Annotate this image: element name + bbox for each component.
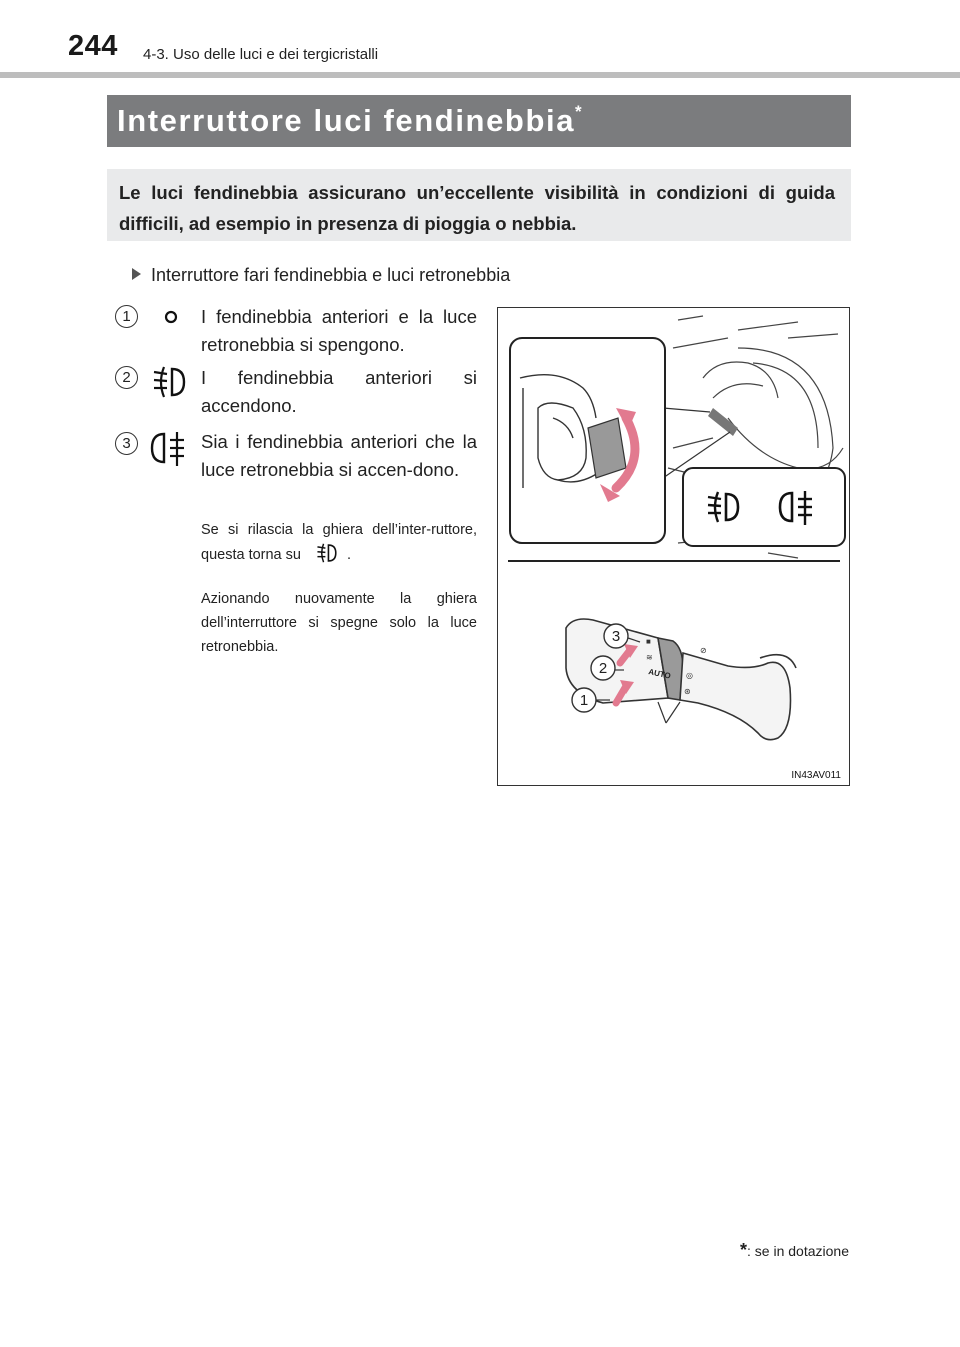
section-header: 4-3. Uso delle luci e dei tergicristalli <box>143 46 379 63</box>
svg-text:⊘: ⊘ <box>700 646 707 655</box>
front-fog-light-icon <box>148 364 188 400</box>
item-number-2: 2 <box>115 366 138 389</box>
item-text-2: I fendinebbia anteriori si accendono. <box>201 367 477 416</box>
figure-code: IN43AV011 <box>791 770 841 781</box>
intro-box <box>107 169 851 241</box>
title-band <box>107 95 851 147</box>
illustration-figure <box>497 307 850 786</box>
figure-callout-2: 2 <box>598 660 608 677</box>
svg-text:◎: ◎ <box>686 671 693 680</box>
item-text-1: I fendinebbia anteriori e la luce retronebbia si spengono. <box>201 306 477 355</box>
footnote-asterisk: * <box>740 1240 748 1260</box>
note-release-ring: Se si rilascia la ghiera dell’inter-ruttore, questa torna su . <box>201 522 477 563</box>
header-rule <box>0 72 960 78</box>
figure-callout-3: 3 <box>611 628 621 645</box>
sub-heading: Interruttore fari fendinebbia e luci retronebbia <box>132 265 510 286</box>
rear-fog-light-icon <box>148 428 188 468</box>
front-fog-light-icon <box>311 542 341 564</box>
item-text-3: Sia i fendinebbia anteriori che la luce retronebbia si accen-dono. <box>201 431 477 480</box>
figure-callout-1: 1 <box>579 692 589 709</box>
switch-auto-label: AUTO <box>647 667 672 681</box>
page-number: 244 <box>68 30 118 62</box>
item-number-3: 3 <box>115 432 138 455</box>
title-asterisk: * <box>575 102 582 121</box>
intro-text: Le luci fendinebbia assicurano un’eccellente visibilità in condizioni di guida difficili, ad esempio in presenza di pioggia o nebbia. <box>119 182 835 234</box>
item-number-1: 1 <box>115 305 138 328</box>
svg-text:≋: ≋ <box>646 653 653 662</box>
svg-text:⊛: ⊛ <box>684 687 691 696</box>
footnote: *: se in dotazione <box>740 1240 849 1260</box>
page-title: Interruttore luci fendinebbia* <box>117 102 582 138</box>
triangle-bullet-icon <box>132 268 141 280</box>
off-circle-icon <box>157 305 185 329</box>
svg-text:■: ■ <box>646 637 651 646</box>
fog-switch-illustration <box>498 308 849 785</box>
note-operate-again: Azionando nuovamente la ghiera dell’interruttore si spegne solo la luce retronebbia. <box>201 591 477 655</box>
